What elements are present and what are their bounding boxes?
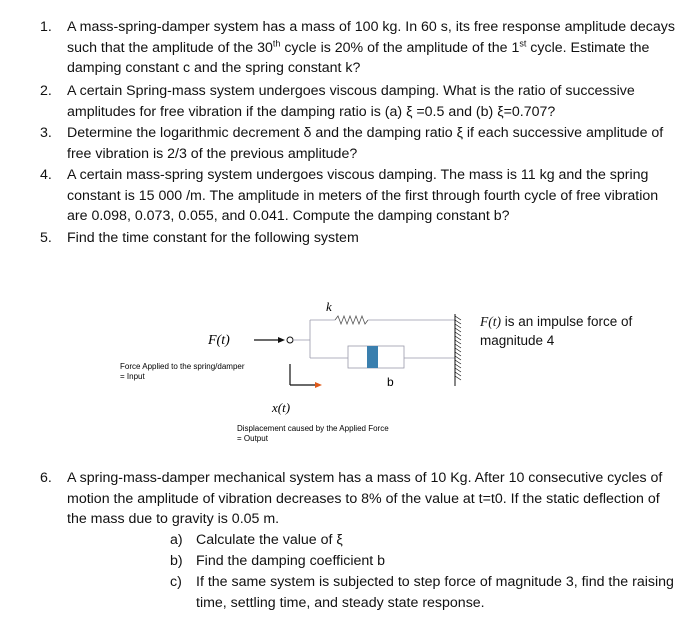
wall-hatching	[455, 316, 461, 380]
question-number: 4.	[40, 167, 52, 183]
damper-piston	[367, 346, 378, 368]
question-text: A spring-mass-damper mechanical system has a mass of 10 Kg. After 10 consecutive cycles of motion the amplitude of vibration decreases to 8% of the value at t=t0. If the static deflection of the mass due to gravity is 0.05 m.	[67, 470, 663, 527]
damper-label: b	[387, 375, 394, 389]
question-number: 2.	[40, 83, 52, 99]
output-arrowhead	[315, 382, 322, 388]
subpart-text: Find the damping coefficient b	[196, 553, 386, 569]
question-text: Determine the logarithmic decrement δ and the damping ratio ξ if each successive amplitude of free vibration is 2/3 of the previous amplitude?	[67, 125, 664, 162]
question-number: 3.	[40, 125, 52, 141]
subpart-b	[170, 551, 690, 572]
question-number: 1.	[40, 19, 52, 35]
subpart-label: a)	[170, 532, 183, 548]
subpart-text: Calculate the value of ξ	[196, 532, 343, 548]
question-number: 6.	[40, 470, 52, 486]
question-6	[40, 468, 680, 530]
input-caption-line2: = Input	[120, 372, 145, 381]
question-text: A certain mass-spring system undergoes viscous damping. The mass is 11 kg and the spring constant is 15 000 /m. The amplitude in meters of the first through fourth cycle of free vibration are 0.098, 0.073, 0.055, and 0.041. Compute the damping constant b?	[67, 167, 659, 224]
spring	[335, 316, 368, 324]
output-caption-line2: = Output	[237, 434, 268, 443]
spring-label: k	[326, 299, 332, 314]
input-node	[287, 337, 293, 343]
question-number: 5.	[40, 230, 52, 246]
subpart-label: b)	[170, 553, 183, 569]
subpart-c	[170, 572, 690, 613]
output-caption-line1: Displacement caused by the Applied Force	[237, 424, 389, 433]
impulse-note: F(t) is an impulse force of magnitude 4	[480, 314, 633, 348]
subpart-text: If the same system is subjected to step force of magnitude 3, find the raising time, settling time, and steady state response.	[196, 574, 674, 611]
force-label: F(t)	[208, 333, 230, 348]
subpart-label: c)	[170, 574, 182, 590]
question-text: A certain Spring-mass system undergoes viscous damping. What is the ratio of successive amplitudes for free vibration if the damping ratio is (a) ξ =0.5 and (b) ξ=0.707?	[67, 83, 635, 120]
displacement-label: x(t)	[272, 400, 291, 415]
subpart-a	[170, 530, 690, 551]
input-caption-line1: Force Applied to the spring/damper	[120, 362, 245, 371]
force-arrowhead	[278, 337, 285, 343]
question-text: Find the time constant for the following system	[67, 230, 359, 246]
question-text: A mass-spring-damper system has a mass of 100 kg. In 60 s, its free response amplitude decays such that the amplitude of the 30th cycle is 20% of the amplitude of the 1st cycle. Estimate the damping constant c and the spring constant k?	[67, 19, 675, 76]
